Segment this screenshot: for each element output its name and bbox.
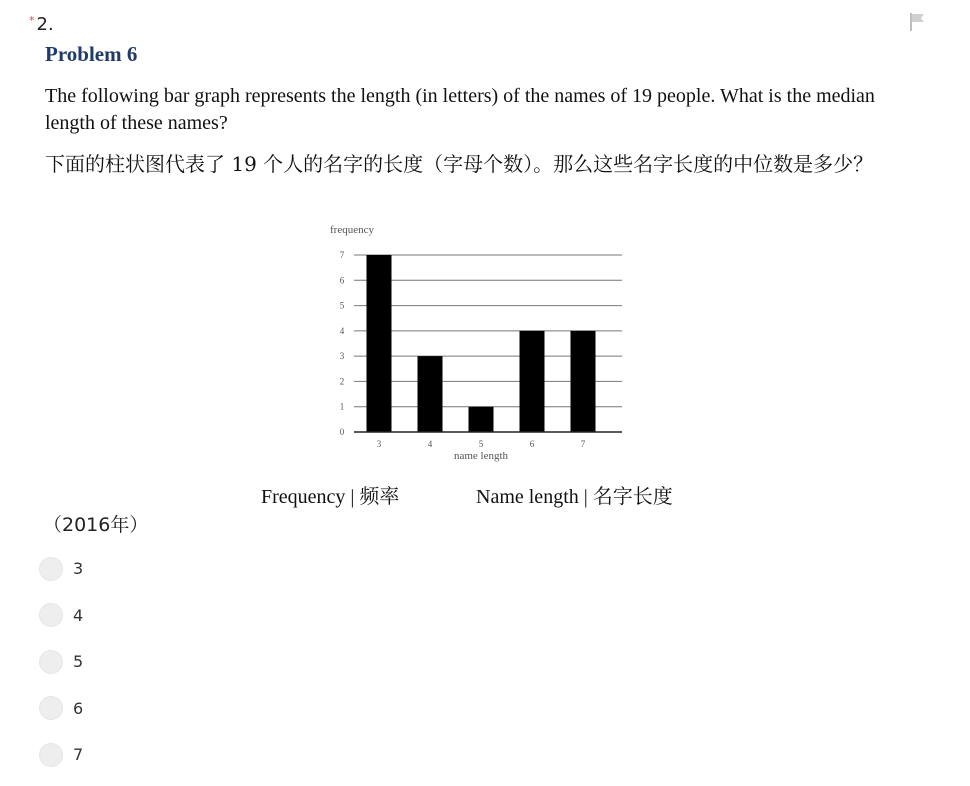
question-text-en: The following bar graph represents the length (in letters) of the names of 19 people. What is the median length of these names? xyxy=(45,85,875,134)
x-axis-label: name length xyxy=(453,450,509,462)
y-tick-label: 2 xyxy=(339,376,345,387)
legend-frequency: Frequency | 频率 xyxy=(261,486,400,508)
answer-options xyxy=(39,553,83,786)
bar-chart xyxy=(312,215,632,470)
bar xyxy=(418,356,443,432)
y-tick-label: 7 xyxy=(339,250,345,260)
question-text-zh: 下面的柱状图代表了 19 个人的名字的长度（字母个数）。那么这些名字长度的中位数是多少？ xyxy=(45,152,874,176)
option-label: 3 xyxy=(73,559,84,578)
y-tick-label: 6 xyxy=(339,275,345,286)
radio-button[interactable] xyxy=(39,650,63,674)
legend-name-length: Name length | 名字长度 xyxy=(476,486,673,508)
x-tick-label: 3 xyxy=(376,439,382,449)
y-tick-label: 5 xyxy=(339,300,345,311)
option-6[interactable] xyxy=(39,693,83,724)
question-number xyxy=(29,14,54,35)
y-tick-label: 1 xyxy=(339,401,345,412)
option-7[interactable] xyxy=(39,739,83,770)
bar xyxy=(520,331,545,432)
y-tick-label: 0 xyxy=(339,427,345,437)
x-tick-label: 7 xyxy=(580,439,586,449)
bar xyxy=(571,331,596,432)
y-tick-label: 4 xyxy=(339,325,345,336)
problem-title: Problem 6 xyxy=(45,42,138,66)
radio-button[interactable] xyxy=(39,696,63,720)
option-label: 7 xyxy=(73,745,84,764)
radio-button[interactable] xyxy=(39,557,63,581)
option-3[interactable] xyxy=(39,553,83,584)
option-4[interactable] xyxy=(39,600,83,631)
y-axis-label: frequency xyxy=(330,224,374,236)
x-tick-label: 6 xyxy=(529,439,535,449)
bar xyxy=(367,255,392,432)
required-mark: * xyxy=(29,14,35,27)
option-label: 6 xyxy=(73,698,84,718)
x-tick-label: 5 xyxy=(478,439,484,449)
flag-icon[interactable] xyxy=(909,12,927,32)
option-5[interactable] xyxy=(39,646,83,677)
x-tick-label: 4 xyxy=(427,439,433,449)
option-label: 5 xyxy=(73,652,84,671)
bar xyxy=(469,407,494,432)
radio-button[interactable] xyxy=(39,603,63,627)
radio-button[interactable] xyxy=(39,743,63,767)
question-number-text: 2. xyxy=(36,14,54,35)
year-label: （2016年） xyxy=(43,514,149,536)
option-label: 4 xyxy=(73,605,84,625)
y-tick-label: 3 xyxy=(339,351,345,362)
